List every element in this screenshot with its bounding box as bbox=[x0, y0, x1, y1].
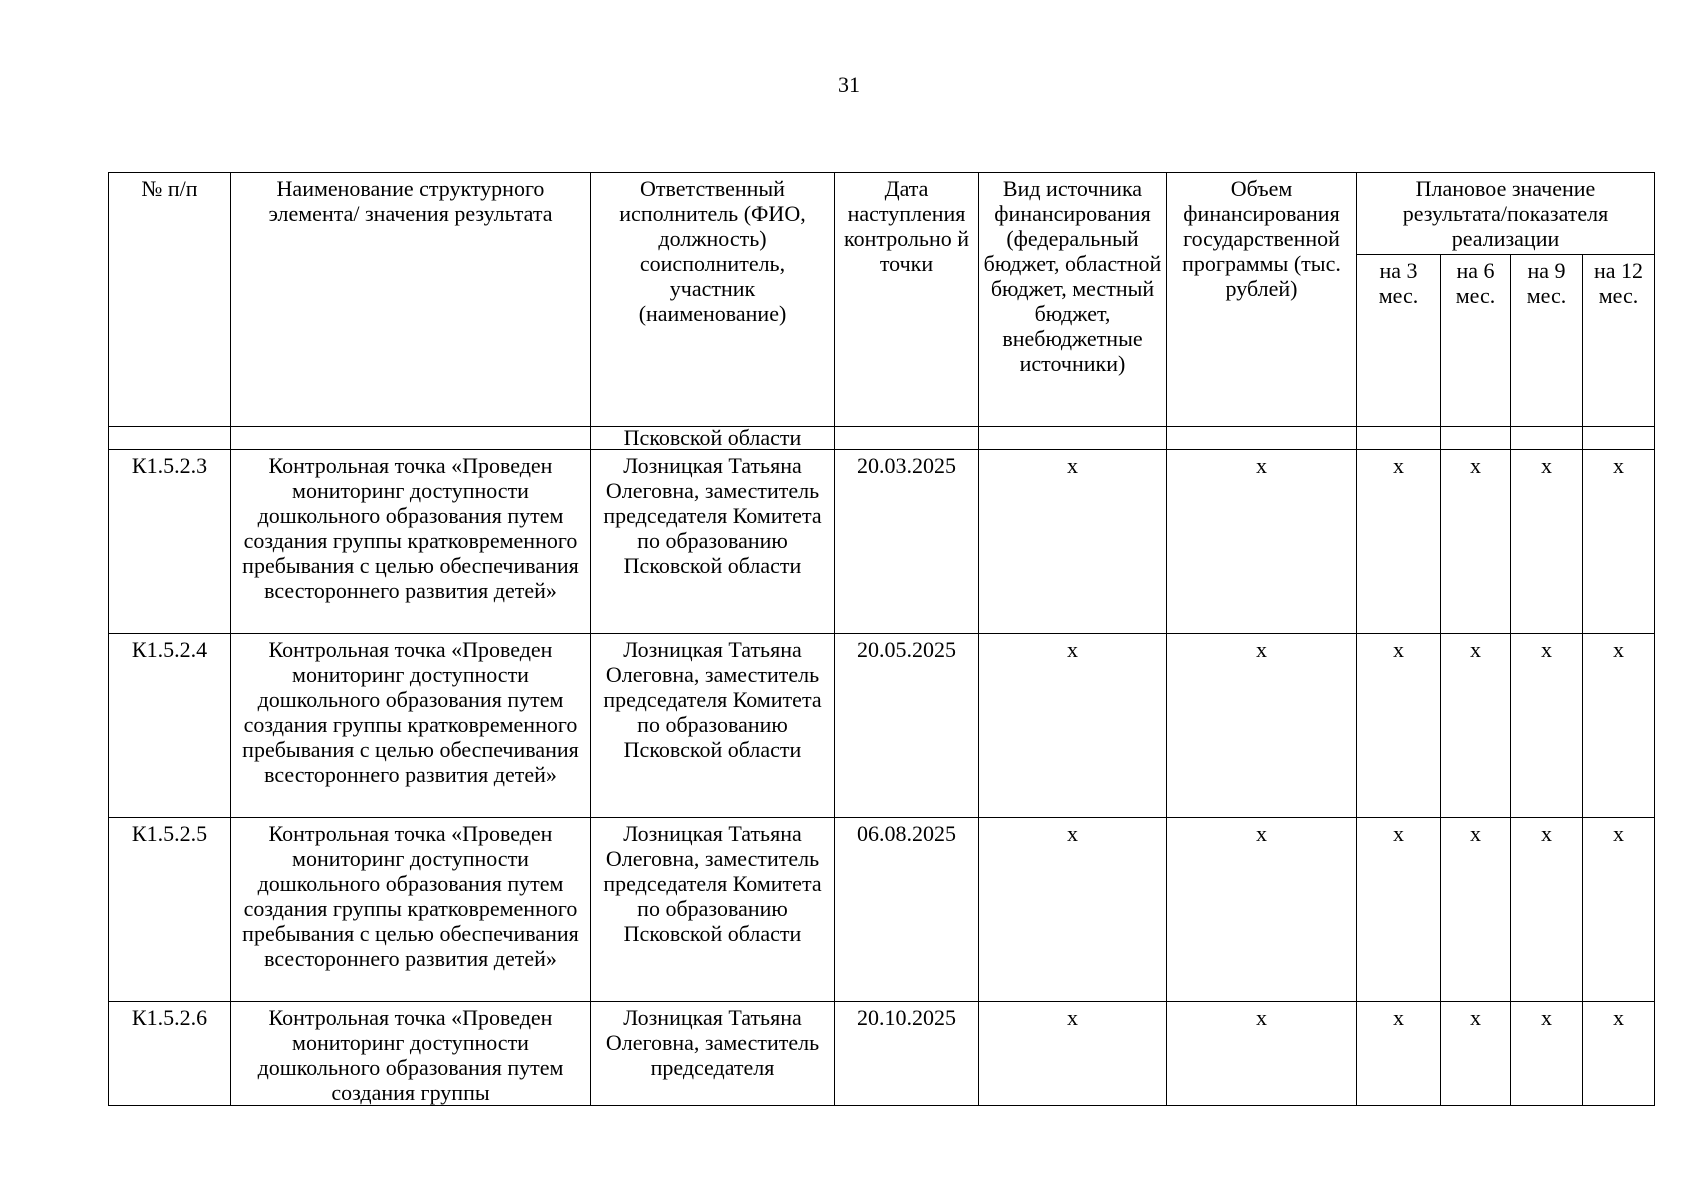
cell-p3: x bbox=[1357, 450, 1441, 634]
cell-num: К1.5.2.3 bbox=[109, 450, 231, 634]
cell-date: 20.03.2025 bbox=[835, 450, 979, 634]
cell-name: Контрольная точка «Проведен мониторинг доступности дошкольного образования путем создания группы bbox=[231, 1002, 591, 1106]
cell-source: x bbox=[979, 634, 1167, 818]
cell-name: Контрольная точка «Проведен мониторинг доступности дошкольного образования путем создания группы кратковременного пребывания с целью обеспечивания всестороннего развития детей» bbox=[231, 450, 591, 634]
header-num: № п/п bbox=[109, 173, 231, 427]
cell-date: 20.10.2025 bbox=[835, 1002, 979, 1106]
cell-p12: x bbox=[1583, 450, 1655, 634]
header-period-12: на 12 мес. bbox=[1583, 255, 1655, 427]
header-source: Вид источника финансирования (федеральный бюджет, областной бюджет, местный бюджет, внебюджетные источники) bbox=[979, 173, 1167, 427]
header-row bbox=[109, 173, 1655, 255]
cell-p9: x bbox=[1511, 1002, 1583, 1106]
cell-source bbox=[979, 427, 1167, 450]
cell-volume: x bbox=[1167, 1002, 1357, 1106]
header-date: Дата наступления контрольно й точки bbox=[835, 173, 979, 427]
cell-responsible: Лозницкая Татьяна Олеговна, заместитель председателя Комитета по образованию Псковской области bbox=[591, 634, 835, 818]
cell-responsible: Псковской области bbox=[591, 427, 835, 450]
cell-volume: x bbox=[1167, 450, 1357, 634]
header-volume: Объем финансирования государственной программы (тыс. рублей) bbox=[1167, 173, 1357, 427]
cell-volume: x bbox=[1167, 634, 1357, 818]
cell-p12: x bbox=[1583, 1002, 1655, 1106]
cell-p9: x bbox=[1511, 450, 1583, 634]
cell-num: К1.5.2.4 bbox=[109, 634, 231, 818]
cell-responsible: Лозницкая Татьяна Олеговна, заместитель председателя Комитета по образованию Псковской области bbox=[591, 818, 835, 1002]
header-responsible: Ответственный исполнитель (ФИО, должность) соисполнитель, участник (наименование) bbox=[591, 173, 835, 427]
cell-p12: x bbox=[1583, 818, 1655, 1002]
cell-responsible: Лозницкая Татьяна Олеговна, заместитель председателя bbox=[591, 1002, 835, 1106]
cell-p3: x bbox=[1357, 634, 1441, 818]
cell-p6 bbox=[1441, 427, 1511, 450]
cell-p6: x bbox=[1441, 818, 1511, 1002]
cell-date bbox=[835, 427, 979, 450]
cell-date: 20.05.2025 bbox=[835, 634, 979, 818]
page-number: 31 bbox=[838, 72, 860, 97]
cell-date: 06.08.2025 bbox=[835, 818, 979, 1002]
table-row bbox=[109, 450, 1655, 634]
cell-p3: x bbox=[1357, 818, 1441, 1002]
cell-name: Контрольная точка «Проведен мониторинг доступности дошкольного образования путем создания группы кратковременного пребывания с целью обеспечивания всестороннего развития детей» bbox=[231, 634, 591, 818]
header-planned: Плановое значение результата/показателя реализации bbox=[1357, 173, 1655, 255]
cell-num: К1.5.2.6 bbox=[109, 1002, 231, 1106]
cell-source: x bbox=[979, 818, 1167, 1002]
cell-name bbox=[231, 427, 591, 450]
header-period-3: на 3 мес. bbox=[1357, 255, 1441, 427]
control-points-table bbox=[108, 172, 1655, 1106]
cell-source: x bbox=[979, 1002, 1167, 1106]
cell-p9: x bbox=[1511, 634, 1583, 818]
cell-p6: x bbox=[1441, 450, 1511, 634]
cell-p12 bbox=[1583, 427, 1655, 450]
header-period-6: на 6 мес. bbox=[1441, 255, 1511, 427]
cell-p9: x bbox=[1511, 818, 1583, 1002]
cell-p12: x bbox=[1583, 634, 1655, 818]
cell-responsible: Лозницкая Татьяна Олеговна, заместитель председателя Комитета по образованию Псковской области bbox=[591, 450, 835, 634]
cell-volume bbox=[1167, 427, 1357, 450]
cell-name: Контрольная точка «Проведен мониторинг доступности дошкольного образования путем создания группы кратковременного пребывания с целью обеспечивания всестороннего развития детей» bbox=[231, 818, 591, 1002]
cell-source: x bbox=[979, 450, 1167, 634]
header-period-9: на 9 мес. bbox=[1511, 255, 1583, 427]
cell-p3: x bbox=[1357, 1002, 1441, 1106]
table-row bbox=[109, 818, 1655, 1002]
header-name: Наименование структурного элемента/ значения результата bbox=[231, 173, 591, 427]
cell-num: К1.5.2.5 bbox=[109, 818, 231, 1002]
table-row bbox=[109, 634, 1655, 818]
cell-p6: x bbox=[1441, 1002, 1511, 1106]
cell-p6: x bbox=[1441, 634, 1511, 818]
cell-p3 bbox=[1357, 427, 1441, 450]
table-row bbox=[109, 1002, 1655, 1106]
cell-p9 bbox=[1511, 427, 1583, 450]
cell-num bbox=[109, 427, 231, 450]
continuation-row bbox=[109, 427, 1655, 450]
cell-volume: x bbox=[1167, 818, 1357, 1002]
